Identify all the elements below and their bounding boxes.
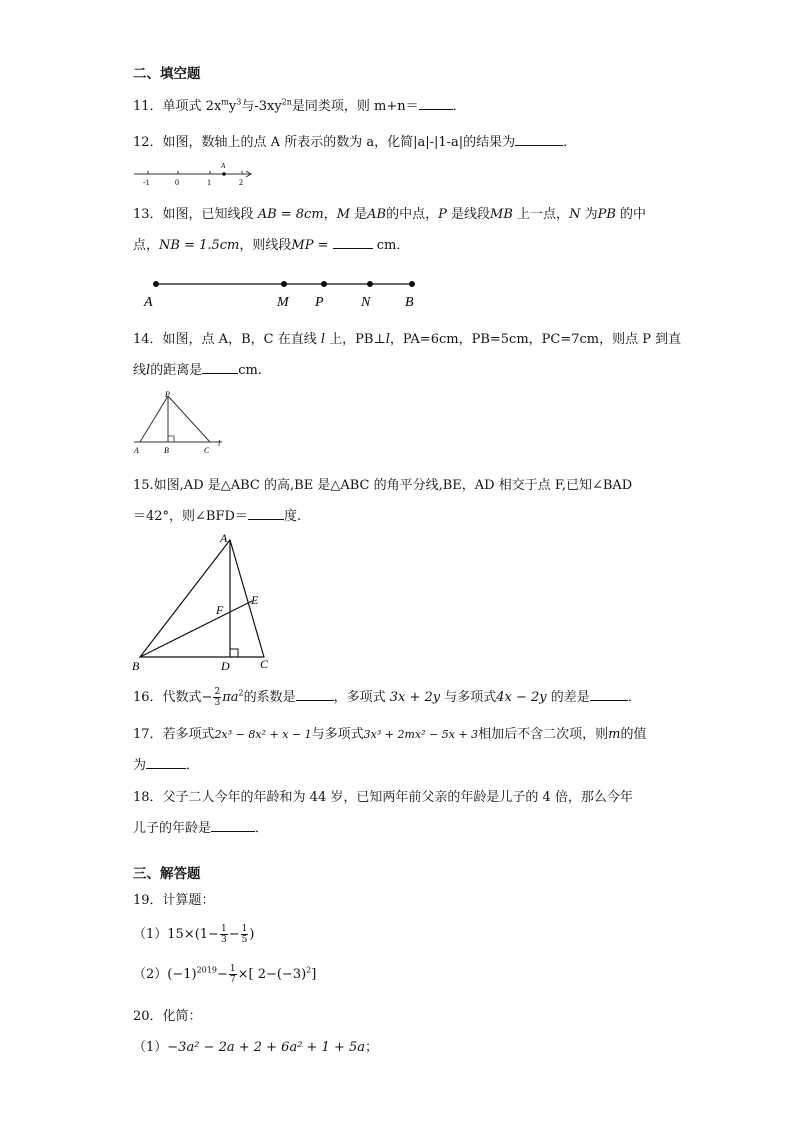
q16-text: 16．代数式 [133, 690, 202, 705]
part-label: （2） [133, 967, 168, 982]
part-label: （1） [133, 927, 168, 942]
point-b [409, 281, 415, 287]
q12-text: 12．如图，数轴上的点 A 所表示的数为 a，化简|a|-|1-a|的结果为 [133, 135, 516, 150]
q17-m: m [608, 727, 621, 742]
q11-exp-m: m [221, 97, 229, 107]
q13-text: 13．如图，已知线段 [133, 207, 254, 222]
answer-blank[interactable] [146, 756, 186, 769]
q17-poly2: 3x³ + 2mx² − 5x + 3 [363, 728, 479, 741]
question-13-line2 [133, 234, 409, 253]
question-15-line2 [133, 505, 301, 524]
question-17-line1 [133, 723, 646, 742]
question-11 [133, 95, 466, 114]
point-m [281, 281, 287, 287]
q14-line-l: l [146, 363, 151, 378]
question-19-part1 [133, 923, 254, 945]
q19p1-minus: − [228, 927, 240, 942]
q13-text: 是线段 [451, 207, 491, 222]
q16-poly1: 3x + 2y [389, 690, 441, 705]
denominator: 7 [229, 975, 236, 985]
q13-pb: PB [597, 207, 616, 222]
point-a-marker [222, 172, 226, 176]
point-p [321, 281, 327, 287]
label-l: l [218, 439, 221, 448]
right-angle-mark [168, 436, 174, 442]
q13-m: M [336, 207, 350, 222]
q14-text: 的距离是 [150, 363, 203, 378]
question-19-part2 [133, 963, 316, 985]
segment-figure [140, 274, 430, 314]
q11-text: 11．单项式 2x [133, 99, 222, 114]
q12-end: ． [563, 135, 577, 150]
q19p1-expr: 15×(1− [167, 927, 219, 942]
question-14-line2 [133, 359, 262, 378]
answer-blank[interactable] [333, 236, 373, 249]
question-16 [133, 686, 641, 708]
q16-end: ． [627, 690, 641, 705]
answer-blank[interactable] [296, 688, 334, 701]
numerator: 2 [214, 687, 221, 697]
question-18-line2 [133, 817, 268, 836]
q15-text: 度. [283, 509, 302, 524]
part-label: （1） [133, 1040, 168, 1055]
q16-text: 的差是 [550, 690, 590, 705]
q11-post: 是同类项，则 m+n＝ [291, 99, 419, 114]
q16-text: 的系数是 [243, 690, 296, 705]
q13-text: 的中点， [386, 207, 439, 222]
question-19-title: 19．计算题： [133, 893, 215, 908]
question-13-line1 [133, 203, 646, 222]
q17-text: 17．若多项式 [133, 727, 215, 742]
q16-pi-a: πa [222, 690, 239, 705]
point-a [153, 281, 159, 287]
label-c: C [260, 657, 269, 671]
q11-end: ． [452, 99, 466, 114]
q14-line-l: l [385, 332, 390, 347]
question-20-part1 [133, 1036, 378, 1055]
answer-blank[interactable] [590, 688, 628, 701]
q13-text: 点， [133, 238, 160, 253]
label-a: A [134, 446, 139, 455]
q14-text: 14．如图，点 A，B，C 在直线 [133, 332, 317, 347]
point-a-label: A [221, 162, 226, 170]
q19p2-bracket: ×[ 2−(−3) [237, 967, 307, 982]
question-18-line1: 18．父子二人今年的年龄和为 44 岁，已知两年前父亲的年龄是儿子的 4 倍，那么今年 [133, 790, 633, 805]
q19p2-exp: 2019 [196, 965, 217, 975]
tick-label: 1 [207, 178, 211, 187]
q11-exp-2n: 2n [281, 97, 292, 107]
label-b: B [132, 659, 140, 672]
numerator: 1 [220, 924, 227, 934]
answer-blank[interactable] [211, 819, 255, 832]
q18-text: 儿子的年龄是 [133, 821, 212, 836]
label-f: F [216, 603, 224, 617]
tick-label: 0 [175, 178, 179, 187]
section-heading-fill-in: 二、填空题 [133, 66, 201, 82]
q14-text: 线 [133, 363, 147, 378]
right-angle-mark [230, 649, 238, 657]
question-12 [133, 131, 576, 150]
perpendicular-figure [130, 388, 240, 458]
denominator: 5 [241, 935, 248, 945]
label-a: A [144, 295, 153, 310]
q18-end: ． [255, 821, 269, 836]
q14-text: ，PA=6cm，PB=5cm，PC=7cm，则点 P 到直 [389, 332, 682, 347]
q13-text: 的中 [620, 207, 647, 222]
segment-pa [140, 396, 168, 442]
q19p2-minus: − [216, 967, 228, 982]
tick-label: 2 [239, 178, 243, 187]
question-14-line1 [133, 328, 681, 347]
answer-blank[interactable] [515, 133, 563, 146]
q14-line-l: l [320, 332, 326, 347]
label-e: E [251, 593, 259, 607]
fraction [241, 924, 249, 945]
tick-label: -1 [143, 178, 150, 187]
q20p1-end: ； [365, 1040, 379, 1055]
label-d: D [221, 659, 230, 672]
fraction [229, 964, 237, 985]
q13-ab2: AB [367, 207, 387, 222]
q16-poly2: 4x − 2y [496, 690, 547, 705]
triangle-figure [128, 530, 278, 672]
numerator: 1 [229, 964, 236, 974]
q13-nb: NB = 1.5cm [159, 238, 240, 253]
numerator: 1 [241, 924, 248, 934]
q19p2-close: ] [311, 967, 317, 982]
point-n [367, 281, 373, 287]
label-p: P [165, 390, 170, 399]
q13-text: 为 [584, 207, 598, 222]
q16-neg: − [201, 690, 213, 705]
denominator: 3 [214, 698, 221, 708]
q19p1-close: ) [249, 927, 255, 942]
q20p1-expr: −3a² − 2a + 2 + 6a² + 1 + 5a [167, 1040, 366, 1055]
q13-mb: MB [490, 207, 513, 222]
q13-unit: cm [376, 238, 397, 253]
q17-end: ． [186, 758, 200, 773]
label-m: M [277, 295, 289, 310]
label-p: P [315, 295, 324, 310]
q11-exp-3: 3 [236, 97, 242, 107]
q17-text: 与多项式 [311, 727, 364, 742]
q13-ab: AB = 8cm [257, 207, 324, 222]
q13-text: 是 [354, 207, 368, 222]
section-heading-solve: 三、解答题 [133, 866, 201, 882]
q13-p: P [438, 207, 447, 222]
q13-text: ，则线段 [239, 238, 292, 253]
q19p2-expr: (−1) [167, 967, 197, 982]
q13-text: ， [323, 207, 337, 222]
triangle-abc [140, 540, 264, 657]
q11-y: y [228, 99, 237, 114]
q16-text: ，多项式 [333, 690, 386, 705]
q13-end: ． [396, 238, 410, 253]
q13-n: N [569, 207, 581, 222]
label-c: C [204, 446, 210, 455]
segment-pc [168, 396, 210, 442]
q15-text: ＝42°，则∠BFD＝ [133, 509, 248, 524]
q17-poly1: 2x³ − 8x² + x − 1 [214, 728, 312, 741]
q16-exp: 2 [238, 688, 244, 698]
q13-mp: MP = [291, 238, 329, 253]
label-a: A [220, 531, 228, 545]
label-b: B [405, 295, 414, 310]
answer-blank[interactable] [419, 97, 453, 110]
q11-term2: 与-3xy [241, 99, 282, 114]
q16-text: 与多项式 [444, 690, 497, 705]
question-20-title: 20．化简： [133, 1009, 202, 1024]
q17-text: 的值 [620, 727, 647, 742]
denominator: 3 [220, 935, 227, 945]
fraction [220, 924, 228, 945]
q17-text: 相加后不含二次项，则 [478, 727, 609, 742]
fraction [213, 687, 221, 708]
question-17-line2 [133, 754, 199, 773]
label-b: B [164, 446, 169, 455]
question-15-line1: 15.如图,AD 是△ABC 的高,BE 是△ABC 的角平分线,BE，AD 相交于点 F,已知∠BAD [133, 478, 633, 493]
answer-blank[interactable] [248, 507, 284, 520]
q14-unit: cm. [238, 363, 262, 378]
q13-text: 上一点， [517, 207, 570, 222]
q14-text: 上，PB⊥ [329, 332, 386, 347]
label-n: N [361, 295, 371, 310]
q17-text: 为 [133, 758, 147, 773]
q19p2-sq: 2 [306, 965, 312, 975]
number-line-figure [130, 160, 260, 190]
answer-blank[interactable] [202, 361, 238, 374]
